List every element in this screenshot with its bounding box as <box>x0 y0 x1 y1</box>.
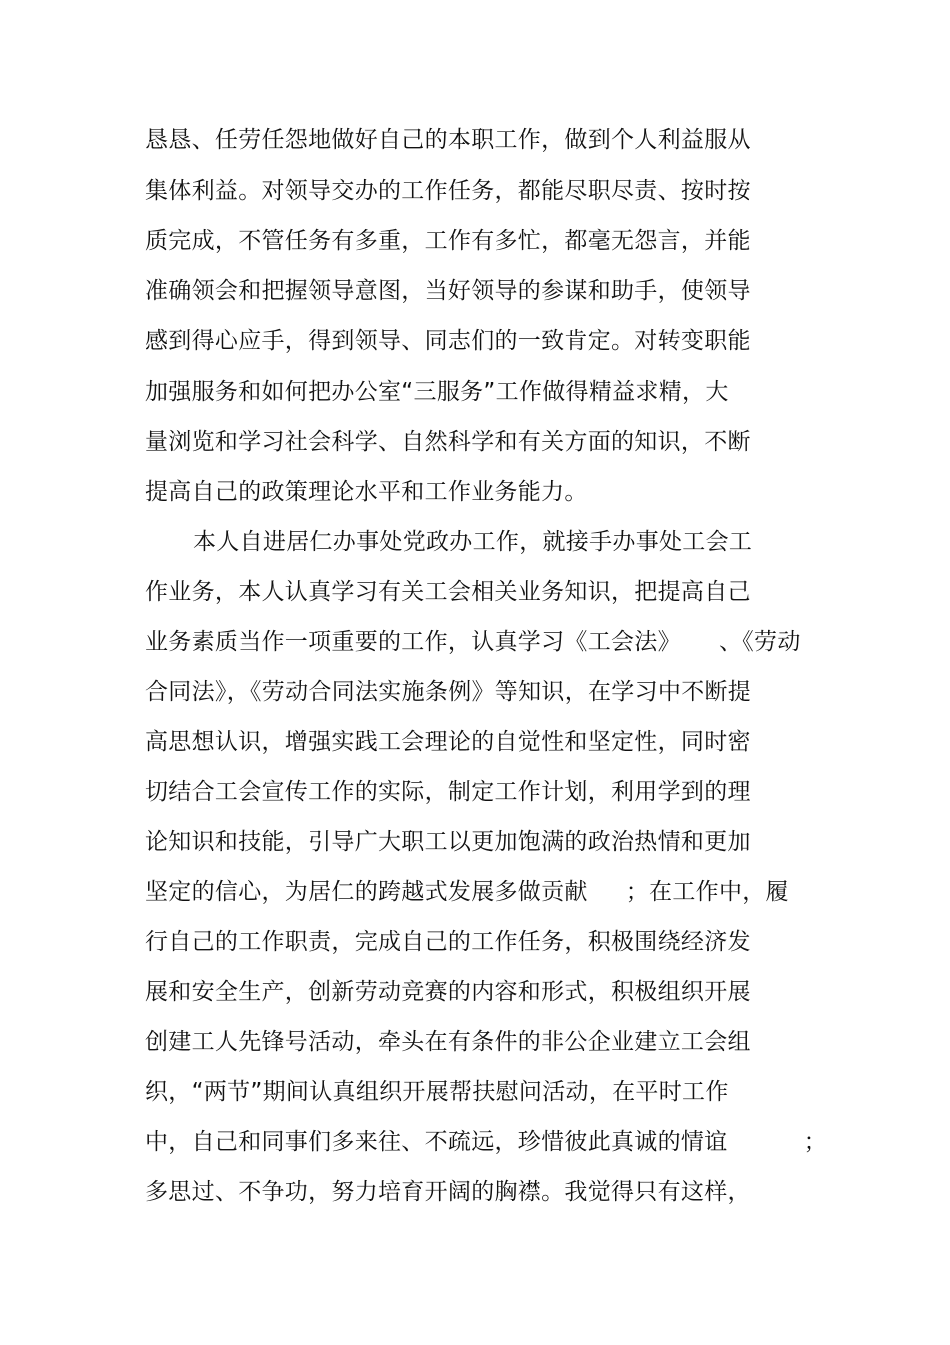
text-line: 加强服务和如何把办公室“三服务”工作做得精益求精，大 <box>145 379 729 405</box>
text-line: 展和安全生产，创新劳动竞赛的内容和形式，积极组织开展 <box>145 979 751 1005</box>
text-line: 恳恳、任劳任怨地做好自己的本职工作，做到个人利益服从 <box>145 127 751 153</box>
text-line: 坚定的信心，为居仁的跨越式发展多做贡献 ；在工作中，履 <box>145 879 789 905</box>
text-line: 集体利益。对领导交办的工作任务，都能尽职尽责、按时按 <box>145 178 751 204</box>
text-line: 感到得心应手，得到领导、同志们的一致肯定。对转变职能 <box>145 328 751 354</box>
text-line: 中，自己和同事们多来往、不疏远，珍惜彼此真诚的情谊 ； <box>145 1129 827 1155</box>
text-line: 提高自己的政策理论水平和工作业务能力。 <box>145 479 588 505</box>
text-line: 质完成，不管任务有多重，工作有多忙，都毫无怨言，并能 <box>145 228 751 254</box>
text-line: 多思过、不争功，努力培育开阔的胸襟。我觉得只有这样， <box>145 1179 751 1205</box>
text-line: 切结合工会宣传工作的实际，制定工作计划，利用学到的理 <box>145 779 751 805</box>
text-line: 准确领会和把握领导意图，当好领导的参谋和助手，使领导 <box>145 278 751 304</box>
text-line: 高思想认识，增强实践工会理论的自觉性和坚定性，同时密 <box>145 729 751 755</box>
text-line: 创建工人先锋号活动，牵头在有条件的非公企业建立工会组 <box>145 1029 751 1055</box>
text-line: 作业务，本人认真学习有关工会相关业务知识，把提高自己 <box>145 579 751 605</box>
text-line: 行自己的工作职责，完成自己的工作任务，积极围绕经济发 <box>145 929 751 955</box>
paragraph-first-line: 本人自进居仁办事处党政办工作，就接手办事处工会工 <box>193 529 753 555</box>
text-line: 论知识和技能，引导广大职工以更加饱满的政治热情和更加 <box>145 829 751 855</box>
text-line: 织，“两节”期间认真组织开展帮扶慰问活动，在平时工作 <box>145 1079 729 1105</box>
text-line: 业务素质当作一项重要的工作，认真学习《工会法》 、《劳动 <box>145 629 801 655</box>
text-line: 合同法》，《劳动合同法实施条例》等知识，在学习中不断提 <box>145 679 752 705</box>
text-line: 量浏览和学习社会科学、自然科学和有关方面的知识，不断 <box>145 429 751 455</box>
